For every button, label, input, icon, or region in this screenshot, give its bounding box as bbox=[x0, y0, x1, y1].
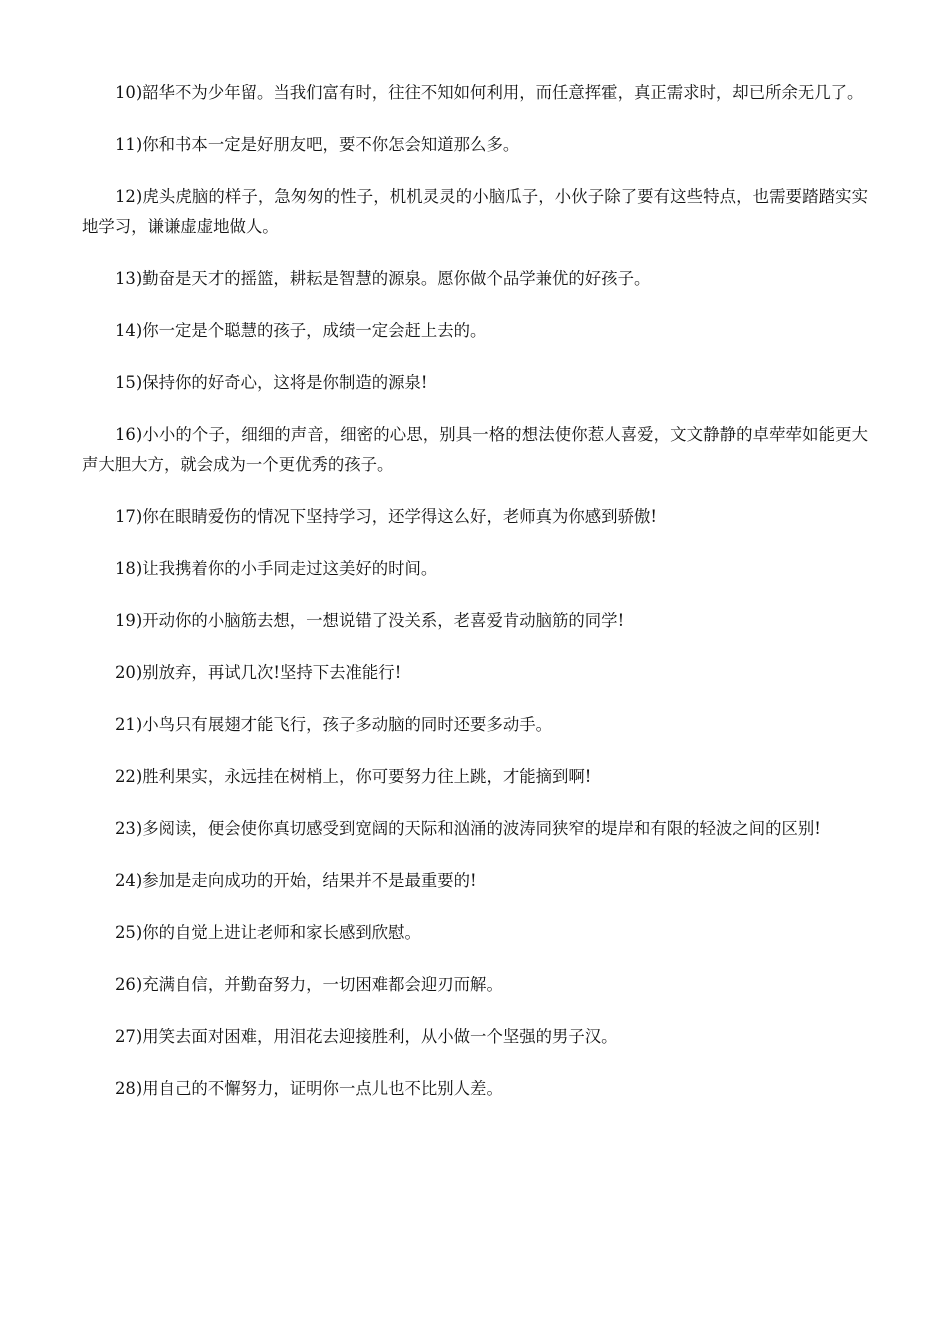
list-item: 18)让我携着你的小手同走过这美好的时间。 bbox=[115, 559, 438, 578]
list-item: 16)小小的个子，细细的声音，细密的心思，别具一格的想法使你惹人喜爱，文文静静的卓荦荦如能更大声大胆大方，就会成为一个更优秀的孩子。 bbox=[82, 425, 868, 474]
list-item: 23)多阅读，便会使你真切感受到宽阔的天际和汹涌的波涛同狭窄的堤岸和有限的轻波之间的区别! bbox=[115, 819, 821, 838]
list-item: 25)你的自觉上进让老师和家长感到欣慰。 bbox=[115, 923, 421, 942]
list-item: 17)你在眼睛爱伤的情况下坚持学习，还学得这么好，老师真为你感到骄傲! bbox=[115, 507, 657, 526]
list-item: 10)韶华不为少年留。当我们富有时，往往不知如何利用，而任意挥霍，真正需求时，却已所余无几了。 bbox=[115, 83, 864, 102]
list-item: 13)勤奋是天才的摇篮，耕耘是智慧的源泉。愿你做个品学兼优的好孩子。 bbox=[115, 269, 651, 288]
list-item: 24)参加是走向成功的开始，结果并不是最重要的! bbox=[115, 871, 477, 890]
list-item: 11)你和书本一定是好朋友吧，要不你怎会知道那么多。 bbox=[115, 135, 520, 154]
list-item: 15)保持你的好奇心，这将是你制造的源泉! bbox=[115, 373, 428, 392]
document-body bbox=[82, 78, 868, 1126]
list-item: 19)开动你的小脑筋去想，一想说错了没关系，老喜爱肯动脑筋的同学! bbox=[115, 611, 625, 630]
list-item: 28)用自己的不懈努力，证明你一点儿也不比别人差。 bbox=[115, 1079, 503, 1098]
list-item: 22)胜利果实，永远挂在树梢上，你可要努力往上跳，才能摘到啊! bbox=[115, 767, 592, 786]
list-item: 26)充满自信，并勤奋努力，一切困难都会迎刃而解。 bbox=[115, 975, 503, 994]
list-item: 27)用笑去面对困难，用泪花去迎接胜利，从小做一个坚强的男子汉。 bbox=[115, 1027, 618, 1046]
list-item: 12)虎头虎脑的样子，急匆匆的性子，机机灵灵的小脑瓜子，小伙子除了要有这些特点，也需要踏踏实实地学习，谦谦虚虚地做人。 bbox=[82, 187, 868, 236]
list-item: 14)你一定是个聪慧的孩子，成绩一定会赶上去的。 bbox=[115, 321, 487, 340]
list-item: 20)别放弃，再试几次!坚持下去准能行! bbox=[115, 663, 402, 682]
list-item: 21)小鸟只有展翅才能飞行，孩子多动脑的同时还要多动手。 bbox=[115, 715, 553, 734]
